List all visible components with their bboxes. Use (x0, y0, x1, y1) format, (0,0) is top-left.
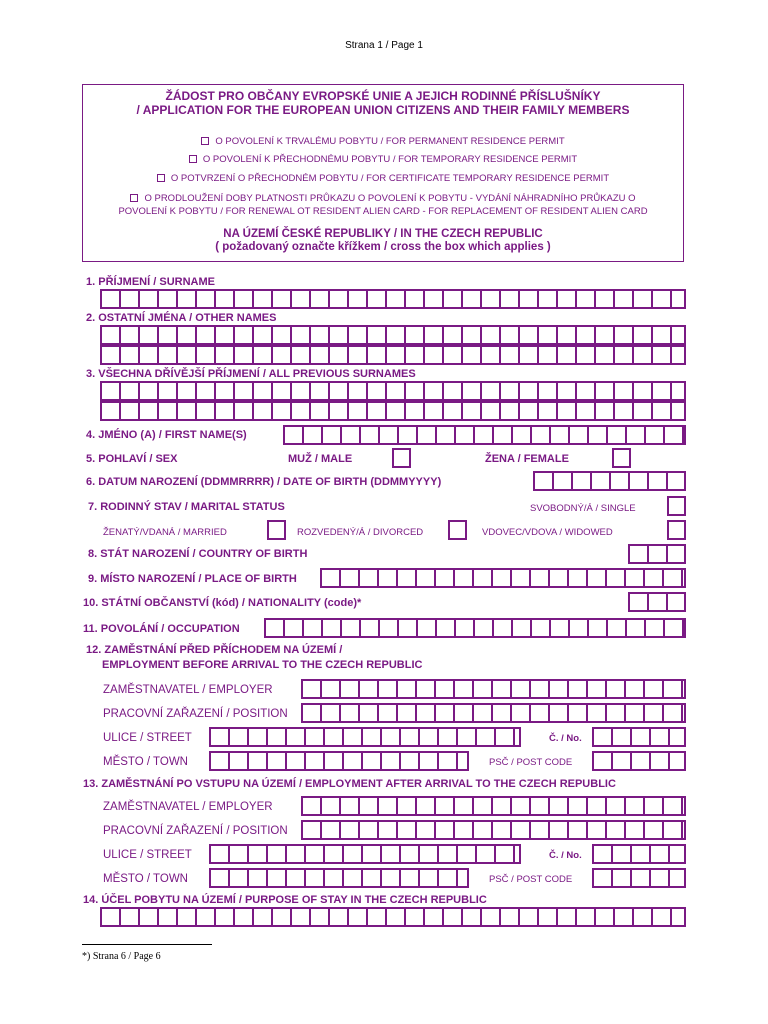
label-widowed: VDOVEC/VDOVA / WIDOWED (482, 527, 613, 538)
label-employment-before-1: 12. ZAMĚSTNÁNÍ PŘED PŘÍCHODEM NA ÚZEMÍ / (86, 644, 343, 656)
label-employer-before: ZAMĚSTNAVATEL / EMPLOYER (103, 684, 273, 696)
label-surname: 1. PŘÍJMENÍ / SURNAME (86, 276, 215, 288)
page-header: Strana 1 / Page 1 (345, 40, 423, 51)
label-country-of-birth: 8. STÁT NAROZENÍ / COUNTRY OF BIRTH (88, 548, 308, 560)
place-of-birth-cells[interactable] (320, 568, 686, 588)
label-occupation: 11. POVOLÁNÍ / OCCUPATION (83, 623, 240, 635)
label-town-after: MĚSTO / TOWN (103, 873, 188, 885)
option-temporary[interactable]: O POVOLENÍ K PŘECHODNÉMU POBYTU / FOR TEMPORARY RESIDENCE PERMIT (83, 154, 683, 165)
nationality-cells[interactable] (628, 592, 686, 612)
date-of-birth-cells[interactable] (533, 471, 686, 491)
footnote-divider (82, 944, 212, 945)
form-title-en: / APPLICATION FOR THE EUROPEAN UNION CITIZENS AND THEIR FAMILY MEMBERS (136, 103, 630, 117)
label-employment-before-2: EMPLOYMENT BEFORE ARRIVAL TO THE CZECH REPUBLIC (102, 659, 423, 671)
purpose-of-stay-cells[interactable] (100, 907, 686, 927)
country-of-birth-cells[interactable] (628, 544, 686, 564)
number-before-cells[interactable] (592, 727, 686, 747)
label-male: MUŽ / MALE (288, 453, 353, 465)
label-postcode-before: PSČ / POST CODE (489, 757, 573, 768)
label-nationality: 10. STÁTNÍ OBČANSTVÍ (kód) / NATIONALITY (code)* (83, 597, 362, 609)
first-names-cells[interactable] (283, 425, 686, 445)
option-renewal[interactable]: O PRODLOUŽENÍ DOBY PLATNOSTI PRŮKAZU O POVOLENÍ K POBYTU - VYDÁNÍ NÁHRADNÍHO PRŮKAZU O (83, 193, 683, 204)
option-permanent[interactable]: O POVOLENÍ K TRVALÉMU POBYTU / FOR PERMANENT RESIDENCE PERMIT (83, 136, 683, 147)
label-street-after: ULICE / STREET (103, 849, 192, 861)
other-names-cells-1[interactable] (100, 325, 686, 345)
label-purpose-of-stay: 14. ÚČEL POBYTU NA ÚZEMÍ / PURPOSE OF STAY IN THE CZECH REPUBLIC (83, 894, 487, 906)
employer-after-cells[interactable] (301, 796, 686, 816)
single-checkbox[interactable] (667, 496, 686, 516)
town-after-cells[interactable] (209, 868, 469, 888)
checkbox-icon[interactable] (130, 194, 138, 202)
male-checkbox[interactable] (392, 448, 411, 468)
label-married: ŽENATÝ/VDANÁ / MARRIED (103, 527, 227, 538)
label-marital-status: 7. RODINNÝ STAV / MARITAL STATUS (88, 501, 285, 513)
postcode-after-cells[interactable] (592, 868, 686, 888)
postcode-before-cells[interactable] (592, 751, 686, 771)
footnote: *) Strana 6 / Page 6 (82, 951, 161, 962)
label-position-after: PRACOVNÍ ZAŘAZENÍ / POSITION (103, 825, 288, 837)
label-female: ŽENA / FEMALE (485, 453, 569, 465)
label-position-before: PRACOVNÍ ZAŘAZENÍ / POSITION (103, 708, 288, 720)
town-before-cells[interactable] (209, 751, 469, 771)
label-single: SVOBODNÝ/Á / SINGLE (530, 503, 636, 514)
position-before-cells[interactable] (301, 703, 686, 723)
label-place-of-birth: 9. MÍSTO NAROZENÍ / PLACE OF BIRTH (88, 573, 297, 585)
label-sex: 5. POHLAVÍ / SEX (86, 453, 178, 465)
other-names-cells-2[interactable] (100, 345, 686, 365)
married-checkbox[interactable] (267, 520, 286, 540)
checkbox-icon[interactable] (157, 174, 165, 182)
option-renewal-line2: POVOLENÍ K POBYTU / FOR RENEWAL OT RESIDENT ALIEN CARD - FOR REPLACEMENT OF RESIDENT ALIEN CARD (118, 206, 648, 217)
checkbox-icon[interactable] (189, 155, 197, 163)
label-postcode-after: PSČ / POST CODE (489, 874, 573, 885)
position-after-cells[interactable] (301, 820, 686, 840)
street-before-cells[interactable] (209, 727, 521, 747)
checkbox-icon[interactable] (201, 137, 209, 145)
label-first-names: 4. JMÉNO (A) / FIRST NAME(S) (86, 429, 247, 441)
form-title-cz: ŽÁDOST PRO OBČANY EVROPSKÉ UNIE A JEJICH RODINNÉ PŘÍSLUŠNÍKY (165, 89, 601, 103)
territory-line: NA ÚZEMÍ ČESKÉ REPUBLIKY / IN THE CZECH REPUBLIC (223, 228, 543, 240)
label-employer-after: ZAMĚSTNAVATEL / EMPLOYER (103, 801, 273, 813)
previous-surnames-cells-2[interactable] (100, 401, 686, 421)
label-employment-after: 13. ZAMĚSTNÁNÍ PO VSTUPU NA ÚZEMÍ / EMPLOYMENT AFTER ARRIVAL TO THE CZECH REPUBLIC (83, 778, 616, 790)
label-date-of-birth: 6. DATUM NAROZENÍ (DDMMRRRR) / DATE OF BIRTH (DDMMYYYY) (86, 476, 442, 488)
employer-before-cells[interactable] (301, 679, 686, 699)
label-street-before: ULICE / STREET (103, 732, 192, 744)
number-after-cells[interactable] (592, 844, 686, 864)
female-checkbox[interactable] (612, 448, 631, 468)
form-header-box (82, 84, 684, 262)
surname-cells[interactable] (100, 289, 686, 309)
occupation-cells[interactable] (264, 618, 686, 638)
label-other-names: 2. OSTATNÍ JMÉNA / OTHER NAMES (86, 312, 277, 324)
label-previous-surnames: 3. VŠECHNA DŘÍVĚJŠÍ PŘÍJMENÍ / ALL PREVIOUS SURNAMES (86, 368, 416, 380)
street-after-cells[interactable] (209, 844, 521, 864)
label-town-before: MĚSTO / TOWN (103, 756, 188, 768)
label-divorced: ROZVEDENÝ/Á / DIVORCED (297, 527, 424, 538)
option-certificate[interactable]: O POTVRZENÍ O PŘECHODNÉM POBYTU / FOR CERTIFICATE TEMPORARY RESIDENCE PERMIT (83, 173, 683, 184)
divorced-checkbox[interactable] (448, 520, 467, 540)
widowed-checkbox[interactable] (667, 520, 686, 540)
label-number-after: Č. / No. (549, 850, 582, 861)
instruction-line: ( požadovaný označte křížkem / cross the box which applies ) (215, 241, 551, 253)
previous-surnames-cells-1[interactable] (100, 381, 686, 401)
label-number-before: Č. / No. (549, 733, 582, 744)
